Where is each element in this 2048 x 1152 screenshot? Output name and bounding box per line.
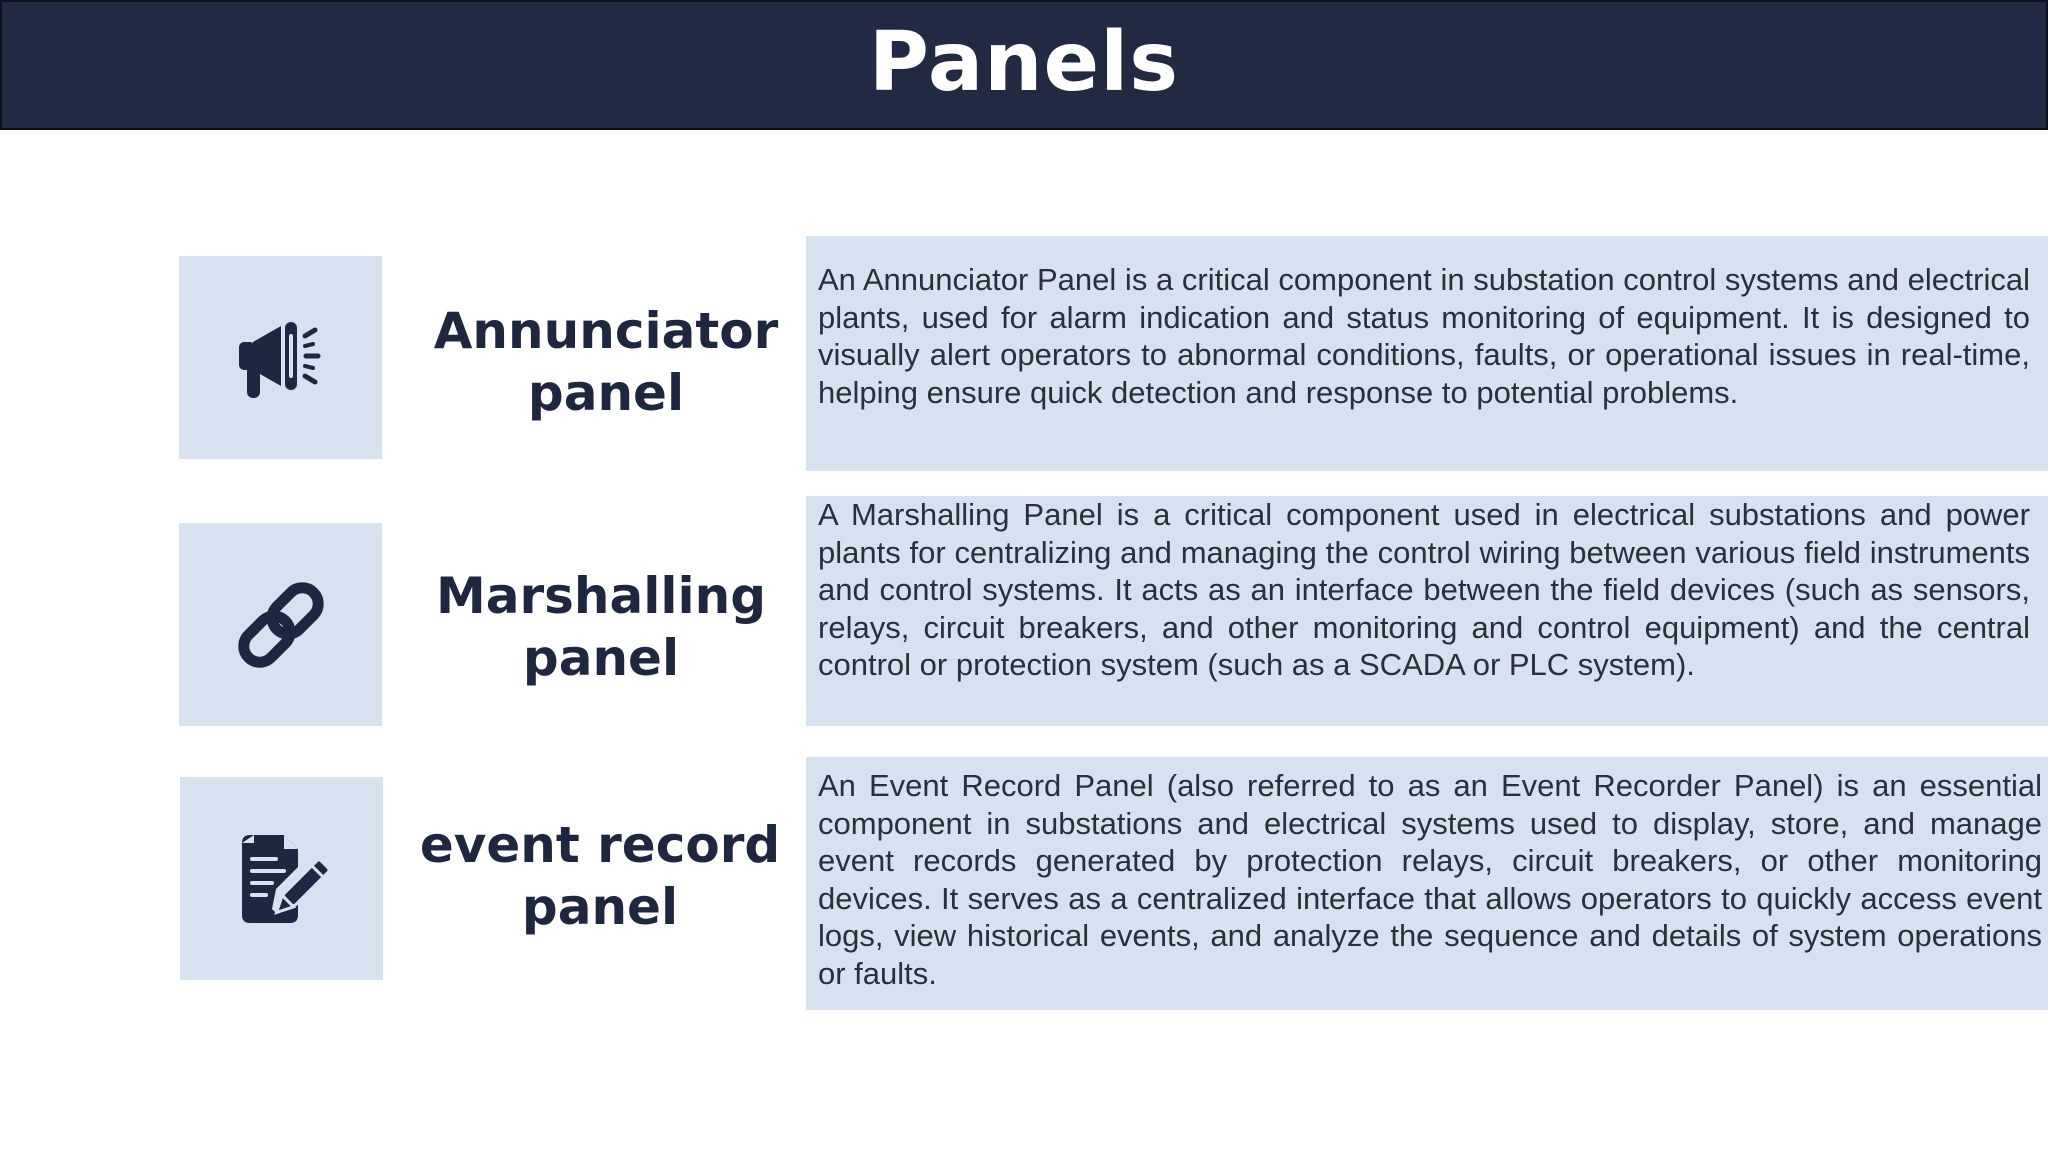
panel-label-event-record [410, 814, 790, 938]
title-bar [0, 0, 2048, 130]
icon-tile-annunciator [179, 256, 382, 459]
icon-tile-event-record [180, 777, 383, 980]
panel-label-annunciator [416, 300, 796, 424]
page-title: Panels [868, 14, 1180, 110]
file-edit-icon [232, 829, 332, 929]
link-icon [231, 575, 331, 675]
panel-description-marshalling: A Marshalling Panel is a critical component used in electrical substations and power plants for centralizing and managing the control wiring between various field instruments and control systems. It acts as an interface between the field devices (such as sensors, relays, circuit breakers, and other monitoring and control equipment) and the central control or protection system (such as a SCADA or PLC system). [806, 496, 2048, 726]
icon-tile-marshalling [179, 523, 382, 726]
panel-label-line: Annunciator [433, 302, 779, 360]
panel-label-marshalling [411, 565, 791, 689]
panel-label-line: Marshalling [435, 567, 767, 625]
megaphone-icon [231, 308, 331, 408]
panel-label-line: panel [522, 629, 680, 687]
panel-label-line: panel [527, 364, 685, 422]
panel-description-event-record: An Event Record Panel (also referred to as an Event Recorder Panel) is an essential component in substations and electrical systems used to display, store, and manage event records generated by protection relays, circuit breakers, or other monitoring devices. It serves as a centralized interface that allows operators to quickly access event logs, view historical events, and analyze the sequence and details of system operations or faults. [806, 757, 2048, 1010]
panel-label-line: panel [521, 878, 679, 936]
panel-label-line: event record [419, 816, 781, 874]
panel-description-annunciator: An Annunciator Panel is a critical component in substation control systems and electrical plants, used for alarm indication and status monitoring of equipment. It is designed to visually alert operators to abnormal conditions, faults, or operational issues in real-time, helping ensure quick detection and response to potential problems. [806, 236, 2048, 471]
